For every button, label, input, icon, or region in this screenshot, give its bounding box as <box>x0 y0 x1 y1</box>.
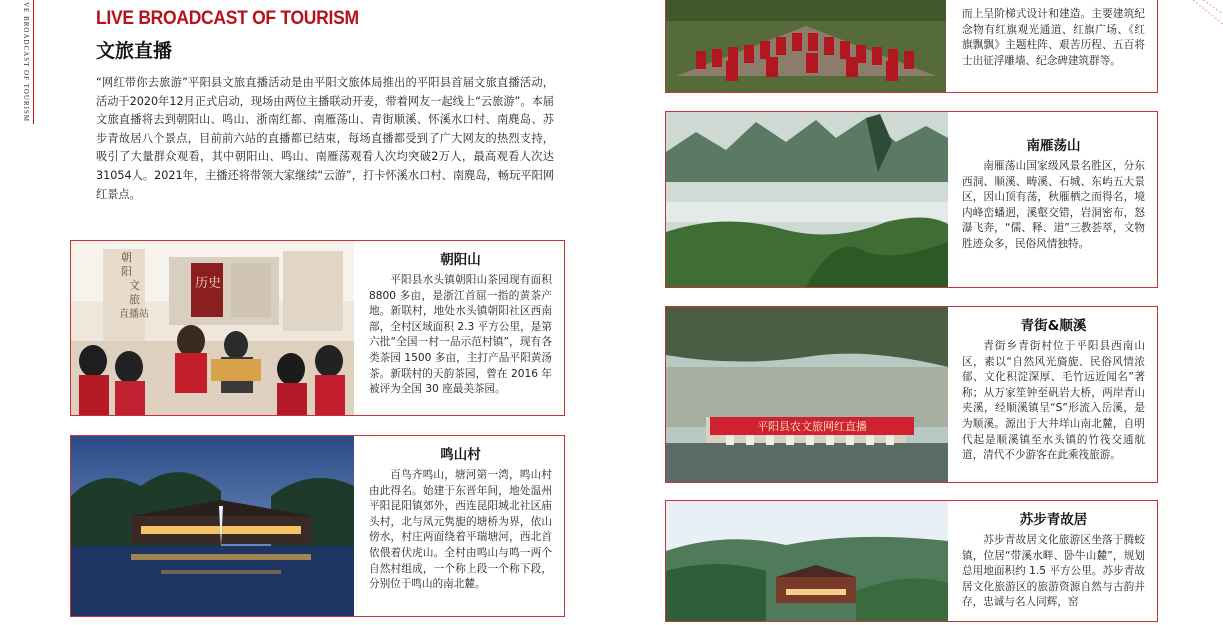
chaoyangshan-text <box>369 241 552 415</box>
svg-text:文: 文 <box>129 279 140 292</box>
chaoyangshan-title: 朝阳山 <box>440 252 481 268</box>
subuqing-photo <box>666 501 948 621</box>
mingshan-body: 百鸟齐鸣山，塘河第一湾，鸣山村由此得名。始建于东晋年间，地处温州平阳昆阳镇郊外，西连昆阳城北社区庙头村，北与凤元隽旎的塘桥为界，依山傍水，村庄两面绕着平瑞塘河，西北首依偎着伏虎山。全村由鸣山与鸣一两个自然村组成，一个称上段一个称下段，分别位于鸣山的南北麓。 <box>369 469 552 591</box>
qingjie-title: 青街&顺溪 <box>1020 318 1087 334</box>
card-qingjie <box>665 306 1158 483</box>
red-columns-image <box>666 0 946 92</box>
mountain-mist-image <box>666 112 948 287</box>
card-nanyandang <box>665 111 1158 288</box>
svg-text:旅: 旅 <box>129 293 140 306</box>
side-label-text: VE BROADCAST OF TOURISM <box>22 2 30 123</box>
qingjie-text <box>962 307 1145 482</box>
nanyandang-body: 南雁荡山国家级风景名胜区，分东西洞、顺溪、畴溪、石城、东屿五大景区，因山顶有荡，秋雁栖之而得名，境内峰峦蟠迥，溪壑交错，岩洞密布，怒瀑飞奔，“儒、释、道”三教荟萃，文物胜迹众多，民俗风情独特。 <box>962 160 1145 250</box>
subuqing-body: 苏步青故居文化旅游区坐落于腾蛟镇，位居“带溪水畔、卧牛山麓”，规划总用地面积约 1.5 平方公里。苏步青故居文化旅游区的旅游资源自然与古韵并存，忠诚与名人同辉，窑 <box>962 534 1145 609</box>
mingshan-text <box>369 436 552 616</box>
tea-house-image <box>71 241 354 415</box>
mingshan-title: 鸣山村 <box>440 447 481 463</box>
card-chaoyangshan <box>70 240 565 416</box>
svg-text:历史: 历史 <box>195 276 222 291</box>
svg-text:朝: 朝 <box>121 251 132 264</box>
nanyandang-text <box>962 112 1145 287</box>
title-english: LIVE BROADCAST OF TOURISM <box>96 8 359 29</box>
qingjie-photo <box>666 307 948 482</box>
card-hongdu <box>665 0 1158 93</box>
hongdu-text <box>962 7 1145 92</box>
intro-paragraph: “网红带你去旅游”平阳县文旅直播活动是由平阳文旅体局推出的平阳县首届文旅直播活动，活动于2020年12月正式启动，现场由两位主播联动开麦，带着网友一起线上“云旅游”。本届文旅直播将去到朝阳山、鸣山、浙南红都、南雁荡山、青街顺溪、怀溪水口村、南麂岛、苏步青故居八个景点，目前前六站的直播都已结束，每场直播都受到了广大网友的热烈支持，吸引了大量群众观看，其中朝阳山、鸣山、南雁荡观看人次均突破2万人，最高观看人次达31054人。2021年，主播还将带领大家继续“云游”，打卡怀溪水口村、南麂岛，畅玩平阳网红景点。 <box>96 76 554 201</box>
svg-text:直播站: 直播站 <box>119 309 149 320</box>
subuqing-title: 苏步青故居 <box>1019 512 1088 528</box>
hongdu-body: 而上呈阶梯式设计和建造。主要建筑纪念物有红旗观光通道、红旗广场、《红旗飘飘》主题柱阵、艰苦历程、五百将士出征浮雕墙、纪念碑建筑群等。 <box>962 8 1145 67</box>
nanyandang-photo <box>666 112 948 287</box>
subuqing-text <box>962 501 1145 621</box>
nanyandang-title: 南雁荡山 <box>1026 138 1081 154</box>
title-chinese: 文旅直播 <box>96 40 173 62</box>
mingshan-photo <box>71 436 354 616</box>
svg-text:阳: 阳 <box>121 265 132 278</box>
chaoyangshan-photo <box>71 241 354 415</box>
corner-decoration <box>1183 0 1223 40</box>
side-rule <box>33 0 34 124</box>
side-label <box>0 0 34 130</box>
chaoyangshan-body: 平阳县水头镇朝阳山茶园现有面积 8800 多亩，是浙江首屈一指的黄茶产地。新联村，地处水头镇朝阳社区西南部，全村区域面积 2.3 平方公里，是第六批“全国一村一品示范村镇”，现有各类茶园 1500 多亩，主打产品平阳黄汤茶。新联村的天韵茶园，曾在 2016 年被评为全国 30 座最美茶园。 <box>369 274 552 396</box>
group-banner-image <box>666 307 948 482</box>
card-subuqing <box>665 500 1158 622</box>
night-lake-image <box>71 436 354 616</box>
svg-text:平阳县农文旅网红直播: 平阳县农文旅网红直播 <box>757 420 867 433</box>
hongdu-photo <box>666 0 946 92</box>
qingjie-body: 青街乡青街村位于平阳县西南山区，素以“自然风光旖旎、民俗风情浓郁、文化积淀深厚、毛竹远近闻名”著称；从万家笙钟至矾岩大桥，两岸青山夹溪，经顺溪镇呈“S”形流入岳溪，是为顺溪。源出于大井垟山南北麓，自明代起是顺溪镇至水头镇的竹筏交通航道，清代不少游客在此乘筏旅游。 <box>962 340 1145 462</box>
corner-lines-icon <box>1183 0 1223 40</box>
village-view-image <box>666 501 948 621</box>
card-mingshan <box>70 435 565 617</box>
